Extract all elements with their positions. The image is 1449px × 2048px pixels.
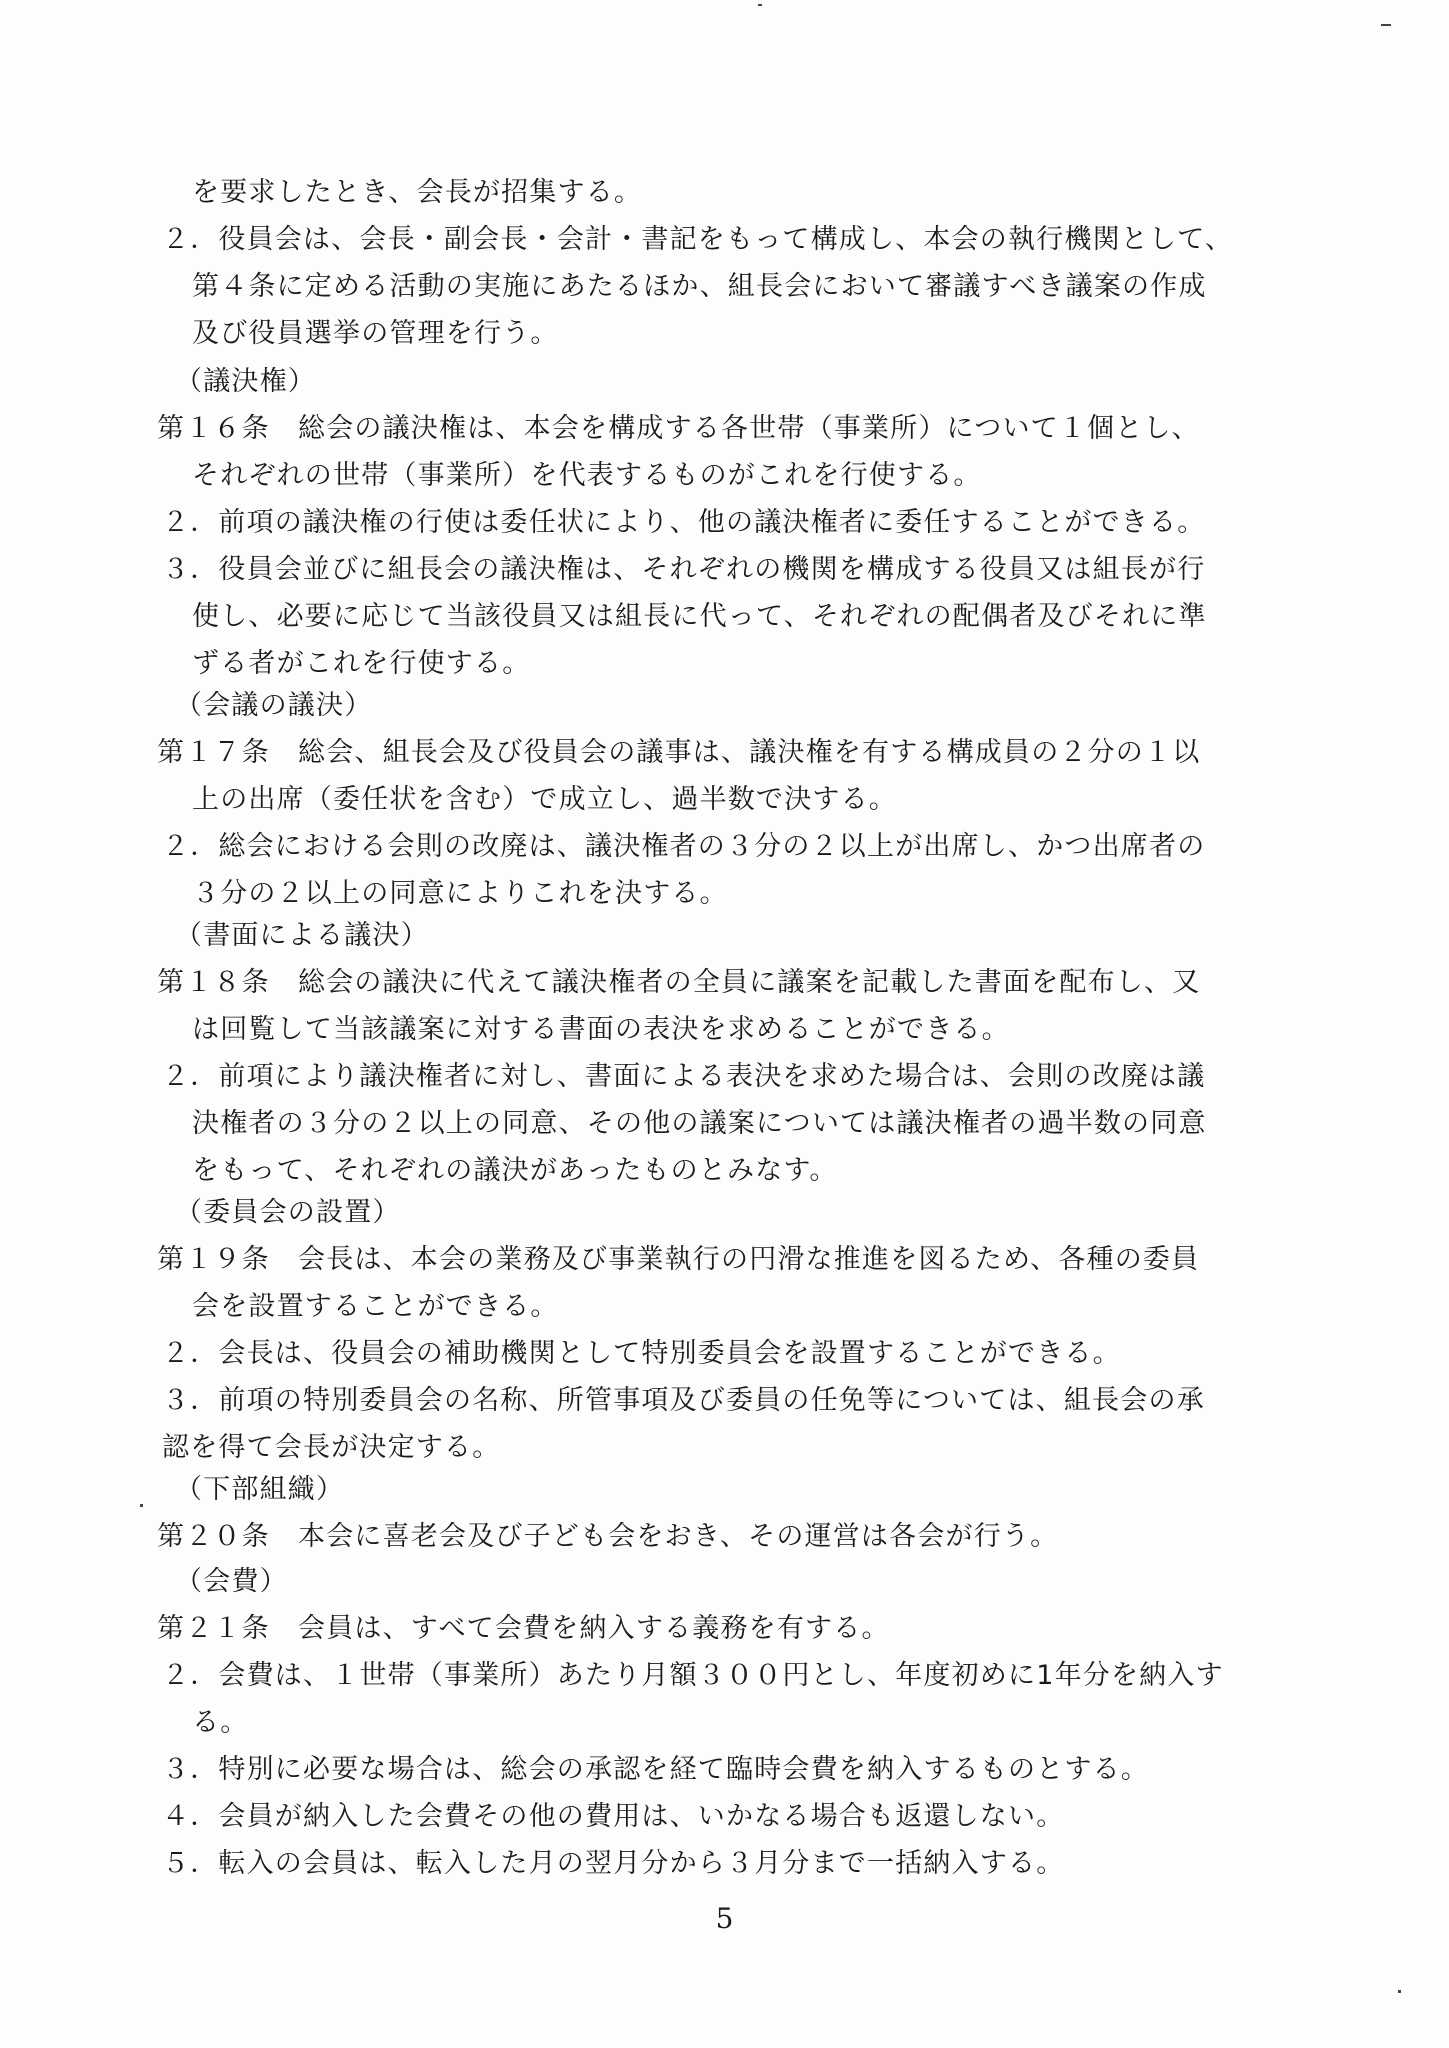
section-heading: （議決権） <box>175 366 316 397</box>
text-line: 上の出席（委任状を含む）で成立し、過半数で決する。 <box>192 784 897 815</box>
article-line: 第１９条 会長は、本会の業務及び事業執行の円滑な推進を図るため、各種の委員 <box>157 1244 1200 1275</box>
text-line: る。 <box>192 1707 249 1738</box>
section-heading: （会議の議決） <box>175 690 373 721</box>
scan-speck <box>1381 24 1391 26</box>
text-line: 決権者の３分の２以上の同意、その他の議案については議決権者の過半数の同意 <box>192 1108 1207 1139</box>
scan-speck <box>140 1504 143 1507</box>
text-line: ３分の２以上の同意によりこれを決する。 <box>192 878 728 909</box>
clause-line: ３．役員会並びに組長会の議決権は、それぞれの機関を構成する役員又は組長が行 <box>162 554 1206 585</box>
clause-line: ３．特別に必要な場合は、総会の承認を経て臨時会費を納入するものとする。 <box>162 1754 1149 1785</box>
text-line: 及び役員選挙の管理を行う。 <box>192 318 559 349</box>
clause-line: ２．会長は、役員会の補助機関として特別委員会を設置することができる。 <box>162 1338 1121 1369</box>
section-heading: （下部組織） <box>175 1474 345 1505</box>
text-line: をもって、それぞれの議決があったものとみなす。 <box>192 1155 838 1186</box>
text-line: それぞれの世帯（事業所）を代表するものがこれを行使する。 <box>192 460 982 491</box>
article-line: 第１８条 総会の議決に代えて議決権者の全員に議案を記載した書面を配布し、又 <box>157 967 1201 998</box>
clause-line: ２．前項の議決権の行使は委任状により、他の議決権者に委任することができる。 <box>162 507 1206 538</box>
article-line: 第２０条 本会に喜老会及び子ども会をおき、その運営は各会が行う。 <box>157 1521 1059 1552</box>
clause-line: ２．役員会は、会長・副会長・会計・書記をもって構成し、本会の執行機関として、 <box>162 224 1234 255</box>
text-line: 使し、必要に応じて当該役員又は組長に代って、それぞれの配偶者及びそれに準 <box>192 601 1207 632</box>
text-line: を要求したとき、会長が招集する。 <box>192 177 643 208</box>
scan-speck <box>758 4 762 6</box>
text-line: 第４条に定める活動の実施にあたるほか、組長会において審議すべき議案の作成 <box>192 271 1207 302</box>
section-heading: （会費） <box>175 1566 288 1597</box>
text-line: ずる者がこれを行使する。 <box>192 648 531 679</box>
section-heading: （委員会の設置） <box>175 1197 401 1228</box>
clause-line: ５．転入の会員は、転入した月の翌月分から３月分まで一括納入する。 <box>162 1848 1065 1879</box>
clause-line: ２．総会における会則の改廃は、議決権者の３分の２以上が出席し、かつ出席者の <box>162 831 1206 862</box>
clause-line: ２．前項により議決権者に対し、書面による表決を求めた場合は、会則の改廃は議 <box>162 1061 1206 1092</box>
article-line: 第１６条 総会の議決権は、本会を構成する各世帯（事業所）について１個とし、 <box>157 413 1200 444</box>
clause-line: ２．会費は、１世帯（事業所）あたり月額３００円とし、年度初めに1年分を納入す <box>162 1660 1224 1691</box>
text-line: 会を設置することができる。 <box>192 1291 559 1322</box>
text-line: 認を得て会長が決定する。 <box>162 1432 501 1463</box>
scan-speck <box>1398 1990 1401 1993</box>
text-line: は回覧して当該議案に対する書面の表決を求めることができる。 <box>192 1014 1010 1045</box>
article-line: 第１７条 総会、組長会及び役員会の議事は、議決権を有する構成員の２分の１以 <box>157 737 1201 768</box>
article-line: 第２１条 会員は、すべて会費を納入する義務を有する。 <box>157 1613 890 1644</box>
page-number: 5 <box>715 1902 734 1935</box>
clause-line: ４．会員が納入した会費その他の費用は、いかなる場合も返還しない。 <box>162 1801 1065 1832</box>
clause-line: ３．前項の特別委員会の名称、所管事項及び委員の任免等については、組長会の承 <box>162 1385 1205 1416</box>
section-heading: （書面による議決） <box>175 920 429 951</box>
